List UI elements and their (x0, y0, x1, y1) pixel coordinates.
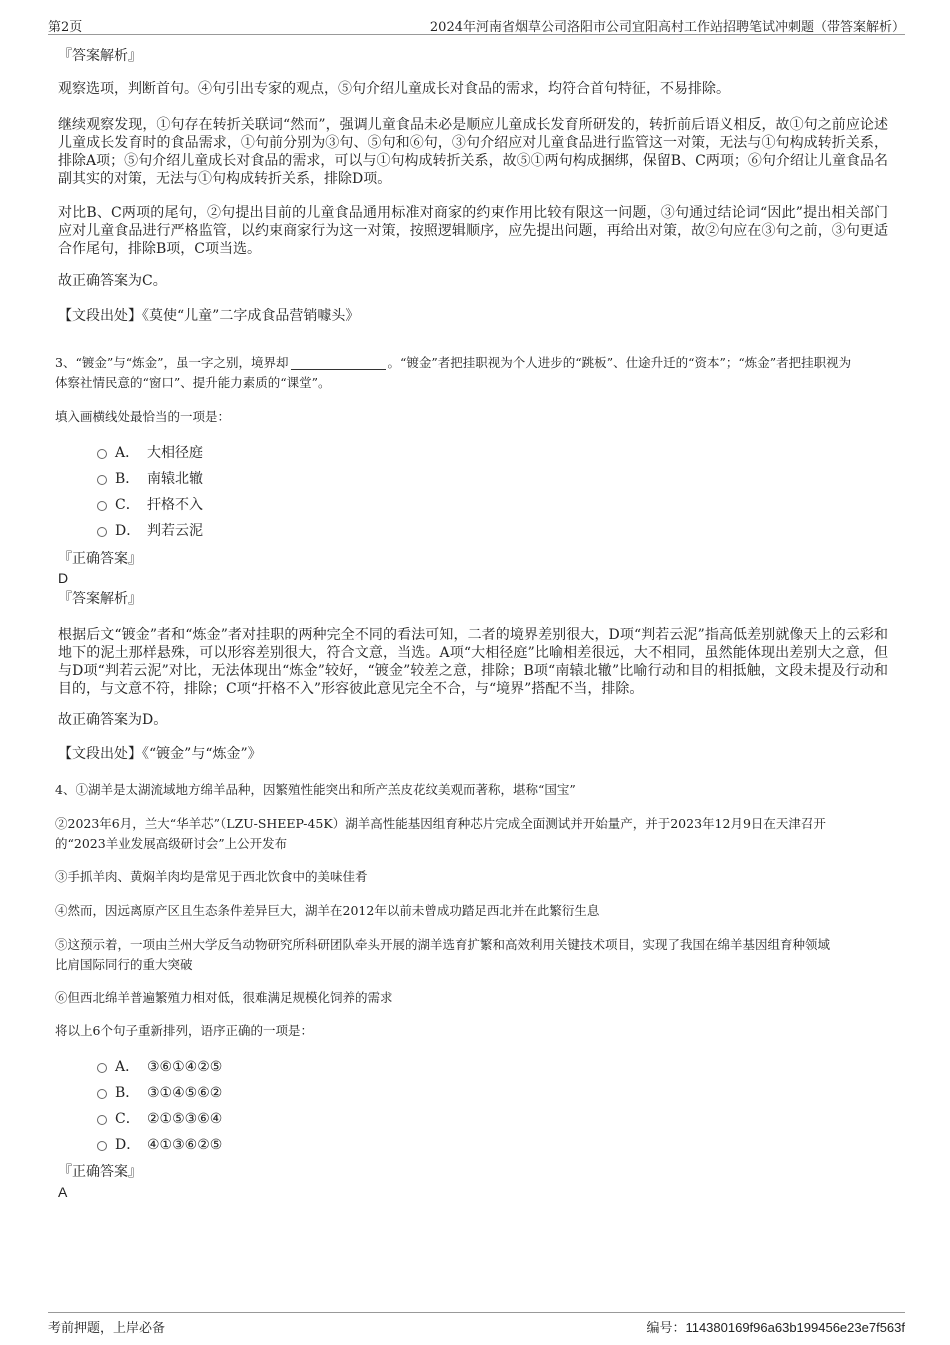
question-4-sentence-2: ②2023年6月，兰大“华羊芯”（LZU-SHEEP-45K）湖羊高性能基因组育种芯片完成全面测试并开始量产，并于2023年12月9日在天津召开 的“2023羊业发展高级研讨会”上公开发布 (55, 816, 826, 851)
correct-answer: D (58, 570, 69, 586)
analysis-label: 『答案解析』 (58, 48, 142, 64)
document-title: 2024年河南省烟草公司洛阳市公司宜阳高村工作站招聘笔试冲刺题（带答案解析） (429, 20, 905, 35)
analysis-paragraph: 根据后文“镀金”者和“炼金”者对挂职的两种完全不同的看法可知，二者的境界差别很大，D项“判若云泥”指高低差别就像天上的云彩和地下的泥土那样悬殊，可以形容差别很大，符合文意，当选。A项“大相径庭”比喻相差很远，大不相同，虽然能体现出差别大之意，但与D项“判若云泥”对比，无法体现出“炼金”较好，“镀金”较差之意，排除；B项“南辕北辙”比喻行动和目的相抵触，文段未提及行动和目的，与文意不符，排除；C项“扞格不入”形容彼此意见完全不合，与“境界”搭配不当，排除。 (58, 627, 888, 697)
analysis-paragraph-1: 观察选项，判断首句。④句引出专家的观点，⑤句介绍儿童成长对食品的需求，均符合首句特征，不易排除。 (58, 81, 730, 97)
question-4-sentence-6: ⑥但西北绵羊普遍繁殖力相对低，很难满足规模化饲养的需求 (55, 990, 393, 1005)
analysis-label: 『答案解析』 (58, 591, 142, 607)
radio-icon[interactable] (97, 1141, 107, 1151)
source-citation: 【文段出处】《“镀金”与“炼金”》 (58, 746, 262, 762)
option-a[interactable]: A． 大相径庭 (97, 444, 203, 462)
option-c[interactable]: C． ②①⑤③⑥④ (97, 1110, 222, 1128)
question-4-sentence-5: ⑤这预示着，一项由兰州大学反刍动物研究所科研团队牵头开展的湖羊选育扩繁和高效利用关键技术项目，实现了我国在绵羊基因组育种领域 比肩国际同行的重大突破 (55, 937, 831, 972)
option-d[interactable]: D． 判若云泥 (97, 522, 203, 540)
radio-icon[interactable] (97, 1115, 107, 1125)
page-number: 第2页 (48, 20, 83, 35)
radio-icon[interactable] (97, 501, 107, 511)
option-a[interactable]: A． ③⑥①④②⑤ (97, 1058, 222, 1076)
question-3-stem: 3、“镀金”与“炼金”，虽一字之别，境界却 。“镀金”者把挂职视为个人进步的“跳板”、仕途升迁的“资本”；“炼金”者把挂职视为 体察社情民意的“窗口”、提升能力素质的“课堂”。 (55, 355, 852, 390)
answer-blank (291, 356, 386, 370)
source-citation: 【文段出处】《莫使“儿童”二字成食品营销噱头》 (58, 308, 360, 324)
correct-answer-label: 『正确答案』 (58, 1164, 142, 1180)
question-4-sentence-4: ④然而，因远离原产区且生态条件差异巨大，湖羊在2012年以前未曾成功踏足西北并在此繁衍生息 (55, 903, 600, 918)
option-b[interactable]: B． 南辕北辙 (97, 470, 203, 488)
question-4-prompt: 将以上6个句子重新排列，语序正确的一项是： (55, 1023, 313, 1038)
page-footer (48, 1312, 905, 1336)
radio-icon[interactable] (97, 527, 107, 537)
analysis-paragraph-3: 对比B、C两项的尾句，②句提出目前的儿童食品通用标准对商家的约束作用比较有限这一问题，③句通过结论词“因此”提出相关部门应对儿童食品进行严格监管，以约束商家行为这一对策，按照逻辑顺序，应先提出问题，再给出对策，故②句应在③句之前，③句更适合作尾句，排除B项，C项当选。 (58, 205, 888, 257)
question-3-prompt: 填入画横线处最恰当的一项是： (55, 409, 231, 424)
question-4-sentence-1: 4、①湖羊是太湖流域地方绵羊品种，因繁殖性能突出和所产羔皮花纹美观而著称，堪称“国宝” (55, 782, 576, 797)
question-4-sentence-3: ③手抓羊肉、黄焖羊肉均是常见于西北饮食中的美味佳肴 (55, 869, 368, 884)
conclusion: 故正确答案为C。 (58, 273, 167, 289)
analysis-paragraph-2: 继续观察发现，①句存在转折关联词“然而”，强调儿童食品未必是顺应儿童成长发育所研发的，转折前后语义相反，故①句之前应论述儿童成长发育时的食品需求，①句前分别为③句、⑤句和⑥句，③句介绍应对儿童食品进行监管这一对策，无法与①句构成转折关系，排除A项；⑤句介绍儿童成长对食品的需求，可以与①句构成转折关系，故⑤①两句构成捆绑，保留B、C两项；⑥句介绍让儿童食品名副其实的对策，无法与①句构成转折关系，排除D项。 (58, 117, 888, 187)
conclusion: 故正确答案为D。 (58, 712, 168, 728)
radio-icon[interactable] (97, 1089, 107, 1099)
footer-slogan: 考前押题，上岸必备 (48, 1321, 166, 1336)
correct-answer: A (58, 1184, 68, 1200)
option-d[interactable]: D． ④①③⑥②⑤ (97, 1136, 222, 1154)
radio-icon[interactable] (97, 449, 107, 459)
option-b[interactable]: B． ③①④⑤⑥② (97, 1084, 222, 1102)
correct-answer-label: 『正确答案』 (58, 551, 142, 567)
radio-icon[interactable] (97, 1063, 107, 1073)
option-c[interactable]: C． 扞格不入 (97, 496, 203, 514)
radio-icon[interactable] (97, 475, 107, 485)
document-code: 编号：114380169f96a63b199456e23e7f563f (646, 1320, 905, 1335)
page-header (48, 16, 905, 35)
